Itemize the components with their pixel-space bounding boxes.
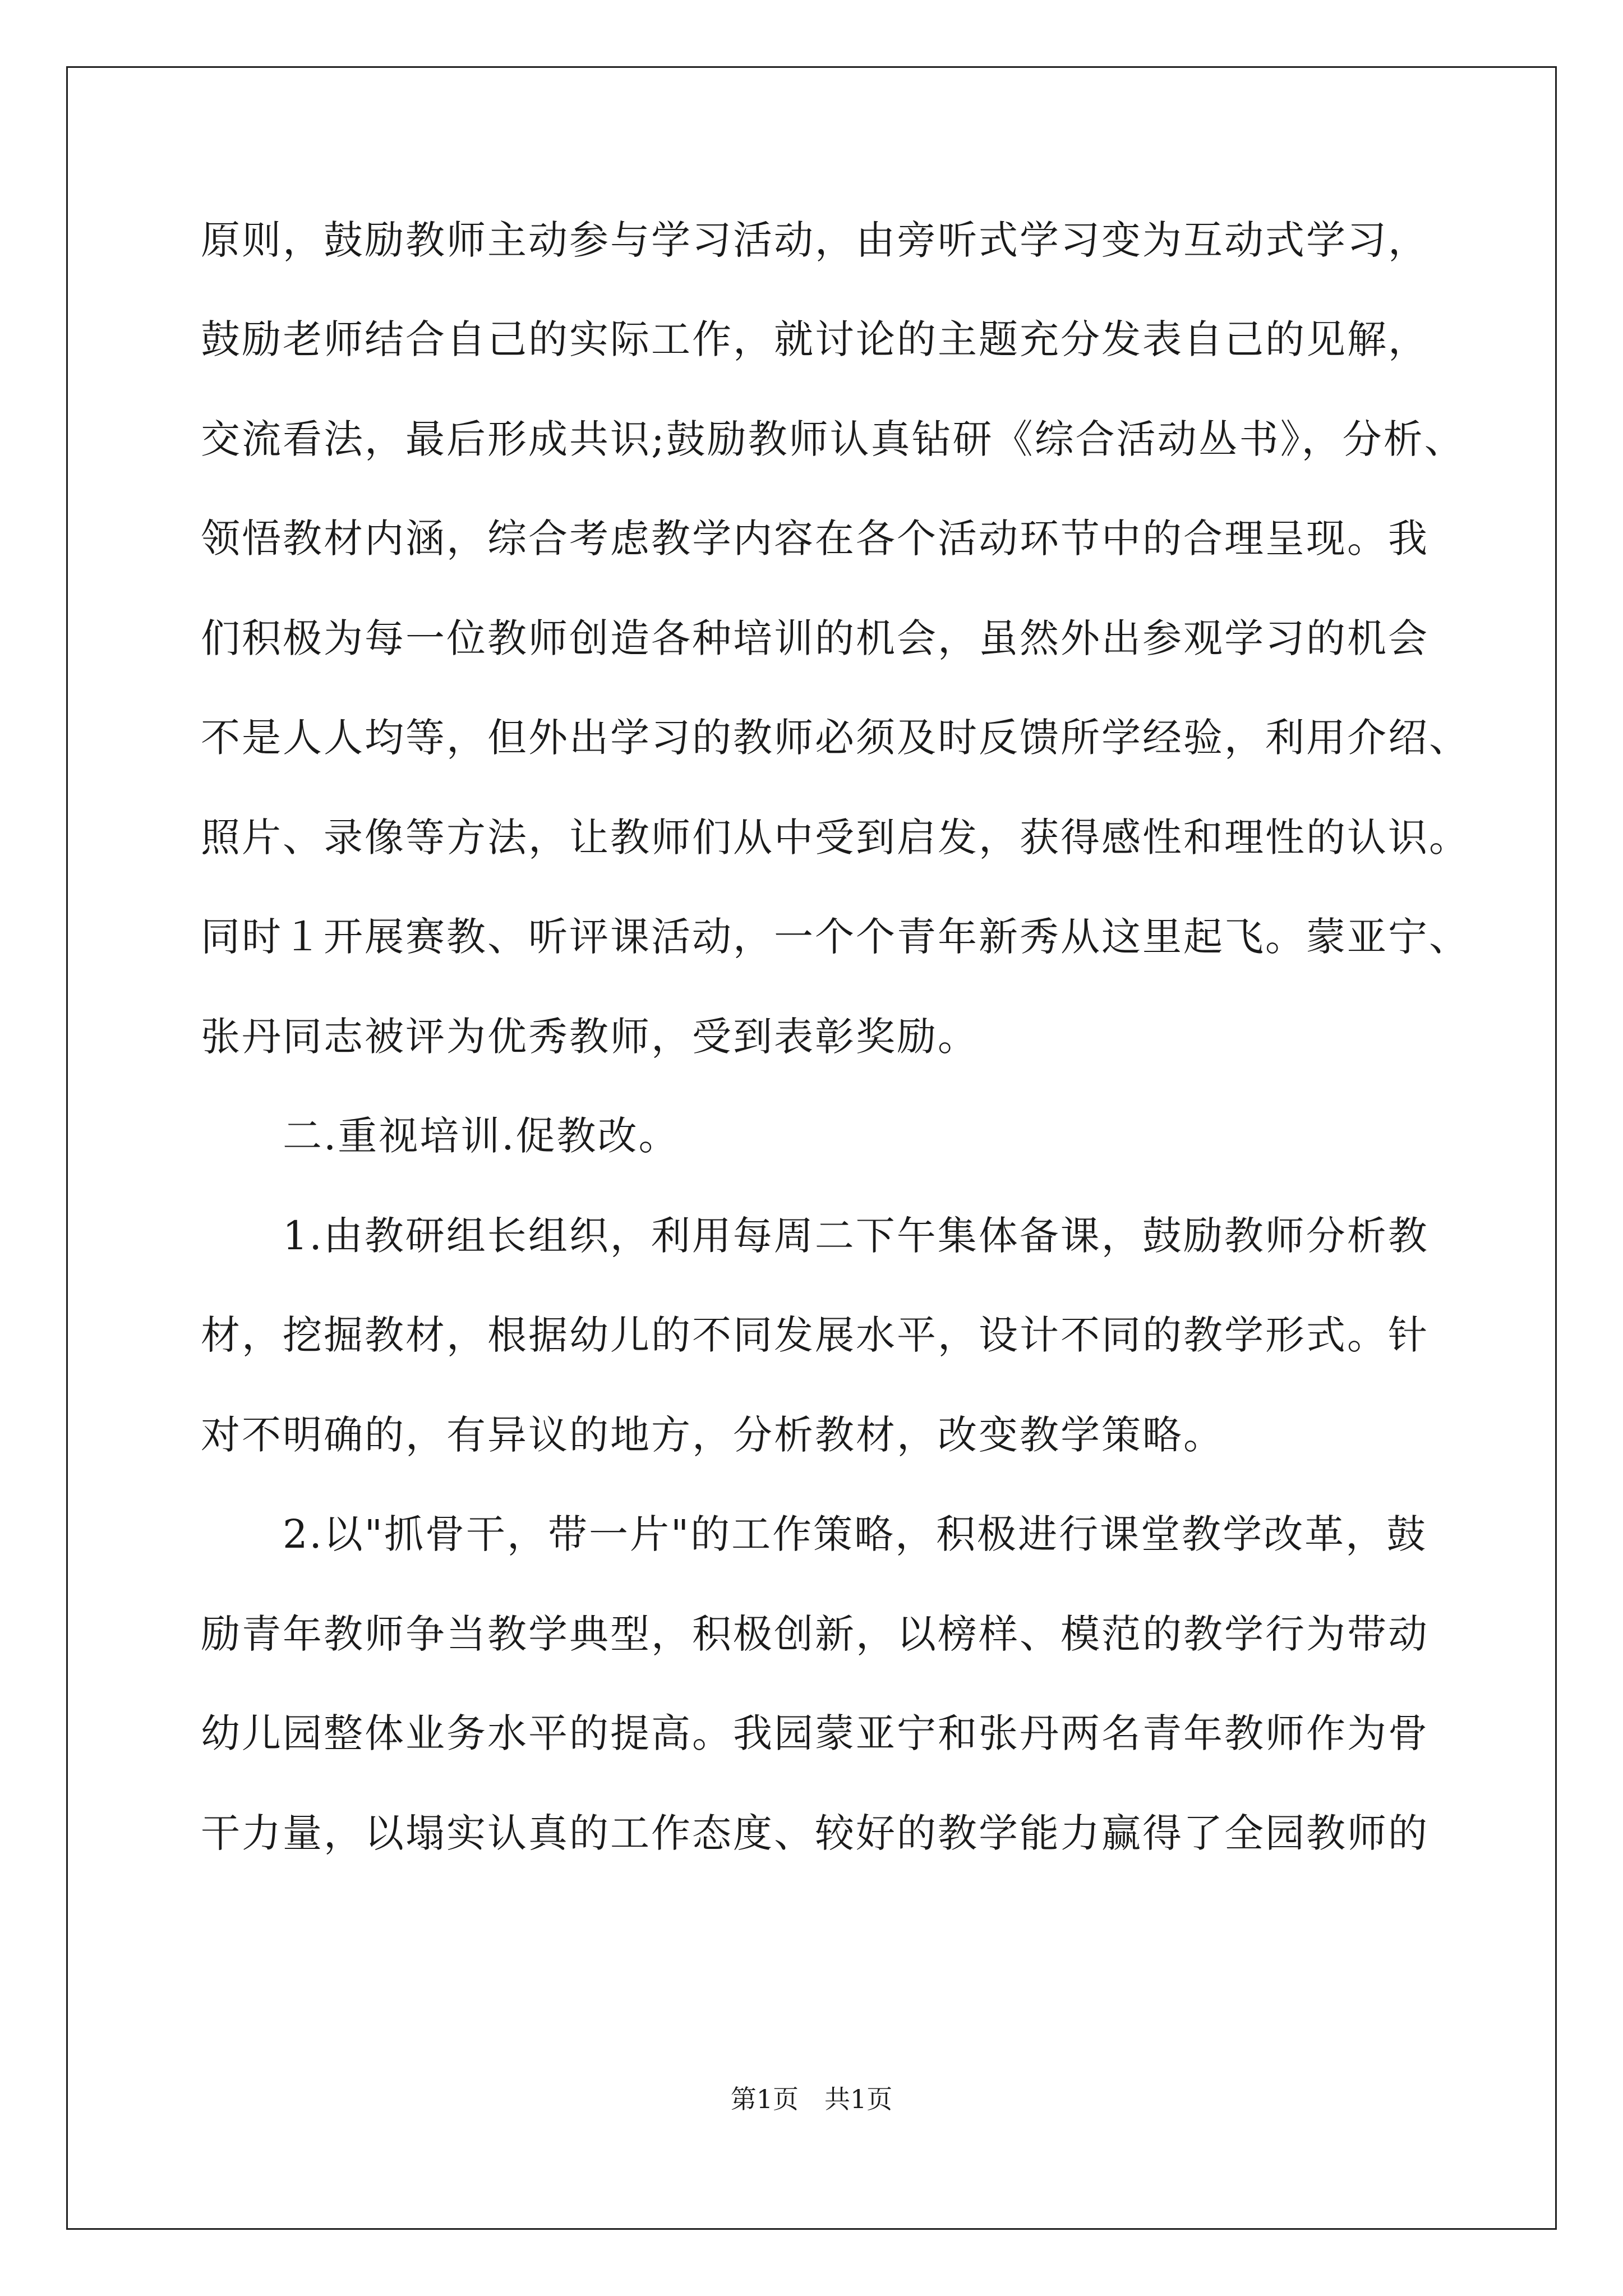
text-line: 2.以"抓骨干，带一片"的工作策略，积极进行课堂教学改革，鼓 [201, 1511, 1428, 1557]
text-line: 照片、录像等方法，让教师们从中受到启发，获得感性和理性的认识。 [201, 815, 1470, 861]
text-line: 领悟教材内涵，综合考虑教学内容在各个活动环节中的合理呈现。我 [201, 516, 1429, 562]
text-line: 交流看法，最后形成共识;鼓励教师认真钻研《综合活动丛书》，分析、 [201, 416, 1465, 462]
section-heading: 二.重视培训.促教改。 [201, 1113, 680, 1159]
text-line: 对不明确的，有异议的地方，分析教材，改变教学策略。 [201, 1412, 1224, 1458]
text-line: 张丹同志被评为优秀教师，受到表彰奖励。 [201, 1014, 979, 1060]
text-line: 鼓励老师结合自己的实际工作，就讨论的主题充分发表自己的见解， [201, 316, 1429, 362]
text-line: 1.由教研组长组织，利用每周二下午集体备课，鼓励教师分析教 [201, 1213, 1429, 1259]
page-footer: 第1页 共1页 [730, 2084, 893, 2114]
text-line: 励青年教师争当教学典型，积极创新，以榜样、模范的教学行为带动 [201, 1611, 1429, 1657]
text-line: 原则，鼓励教师主动参与学习活动，由旁听式学习变为互动式学习， [201, 217, 1429, 263]
text-line: 们积极为每一位教师创造各种培训的机会，虽然外出参观学习的机会 [201, 615, 1429, 661]
text-line: 同时１开展赛教、听评课活动，一个个青年新秀从这里起飞。蒙亚宁、 [201, 914, 1470, 960]
text-line: 干力量，以塌实认真的工作态度、较好的教学能力赢得了全园教师的 [201, 1810, 1429, 1856]
text-line: 材，挖掘教材，根据幼儿的不同发展水平，设计不同的教学形式。针 [201, 1312, 1429, 1358]
text-line: 幼儿园整体业务水平的提高。我园蒙亚宁和张丹两名青年教师作为骨 [201, 1710, 1429, 1756]
text-line: 不是人人均等，但外出学习的教师必须及时反馈所学经验，利用介绍、 [201, 715, 1470, 761]
